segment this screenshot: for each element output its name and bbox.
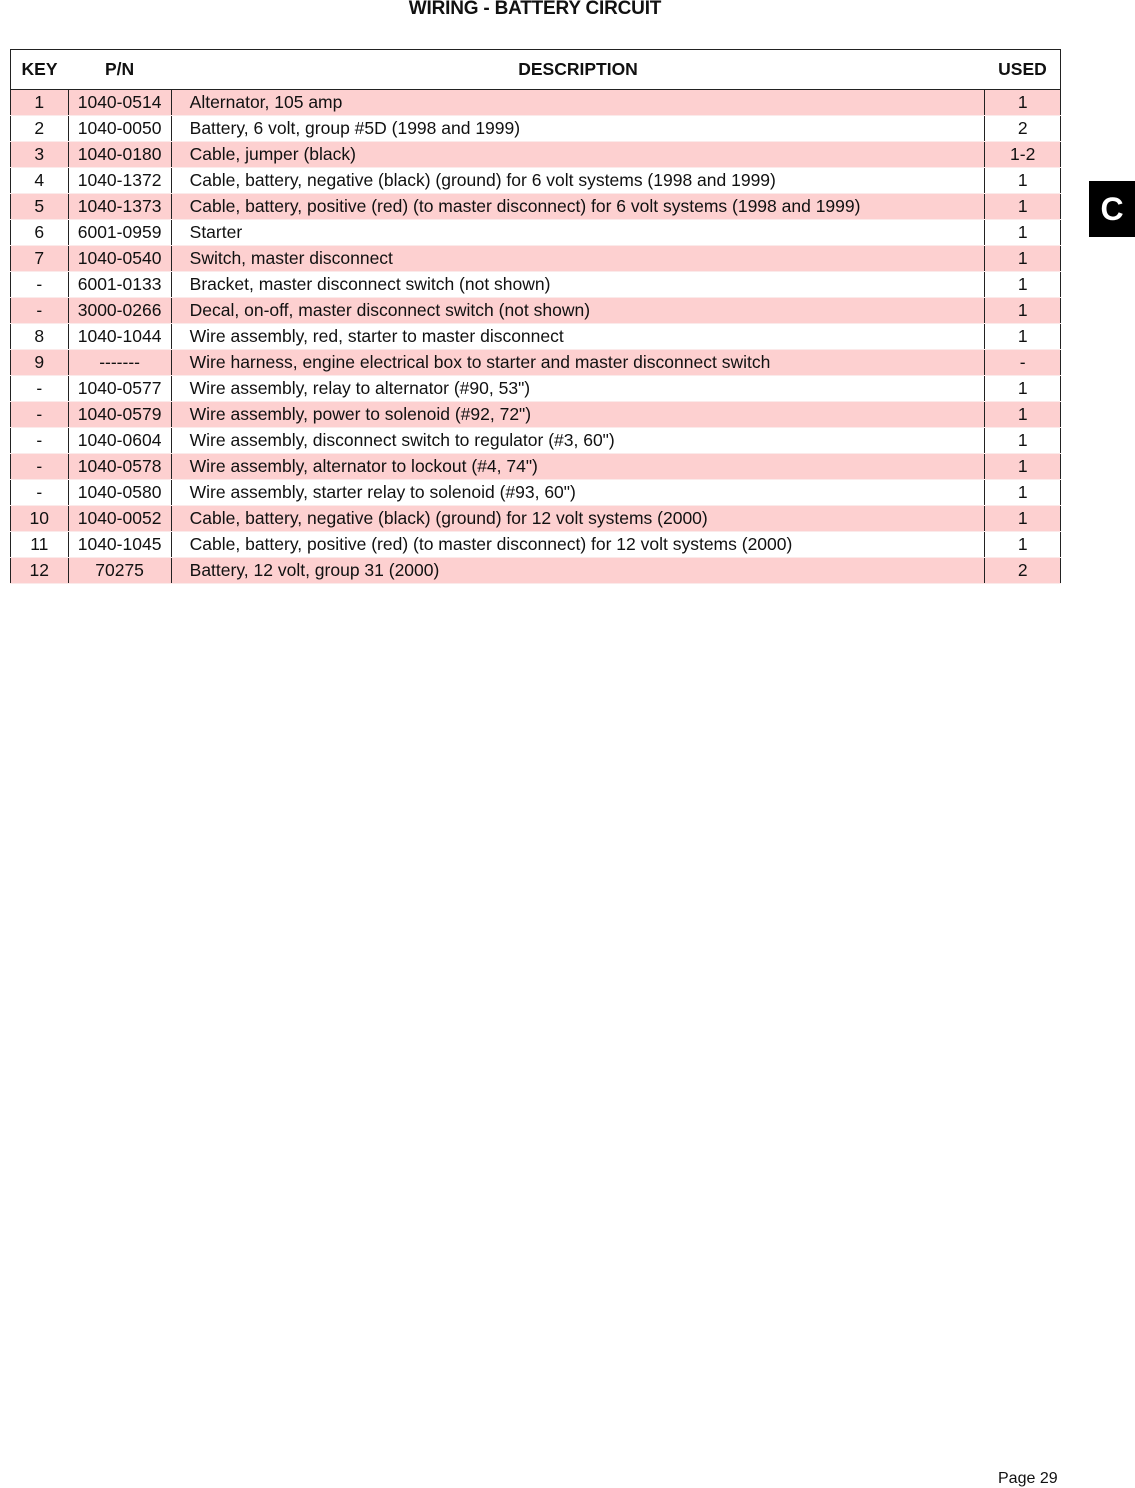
table-row (11, 116, 1061, 142)
cell-description: Wire assembly, red, starter to master disconnect (171, 324, 985, 350)
cell-used: 1 (985, 480, 1061, 506)
cell-used: 1 (985, 168, 1061, 194)
table-row (11, 298, 1061, 324)
cell-key: 12 (11, 558, 69, 584)
cell-pn: 3000-0266 (68, 298, 171, 324)
cell-description: Bracket, master disconnect switch (not shown) (171, 272, 985, 298)
page-number: Page 29 (998, 1470, 1058, 1487)
cell-description: Cable, jumper (black) (171, 142, 985, 168)
cell-description: Cable, battery, negative (black) (ground) for 12 volt systems (2000) (171, 506, 985, 532)
cell-key: 3 (11, 142, 69, 168)
cell-pn: ------- (68, 350, 171, 376)
cell-description: Wire assembly, starter relay to solenoid (#93, 60") (171, 480, 985, 506)
table-row (11, 272, 1061, 298)
cell-pn: 1040-1373 (68, 194, 171, 220)
cell-used: 2 (985, 116, 1061, 142)
cell-description: Decal, on-off, master disconnect switch (not shown) (171, 298, 985, 324)
cell-description: Cable, battery, positive (red) (to master disconnect) for 12 volt systems (2000) (171, 532, 985, 558)
cell-pn: 70275 (68, 558, 171, 584)
table-row (11, 90, 1061, 116)
cell-key: 6 (11, 220, 69, 246)
cell-used: - (985, 350, 1061, 376)
cell-used: 1 (985, 324, 1061, 350)
table-row (11, 246, 1061, 272)
cell-pn: 1040-1044 (68, 324, 171, 350)
cell-key: - (11, 480, 69, 506)
table-row (11, 350, 1061, 376)
cell-key: 4 (11, 168, 69, 194)
cell-pn: 1040-1045 (68, 532, 171, 558)
cell-key: - (11, 272, 69, 298)
cell-used: 1 (985, 376, 1061, 402)
header-description: DESCRIPTION (171, 50, 985, 90)
cell-description: Wire harness, engine electrical box to starter and master disconnect switch (171, 350, 985, 376)
cell-pn: 6001-0959 (68, 220, 171, 246)
table-row (11, 168, 1061, 194)
table-row (11, 428, 1061, 454)
cell-description: Battery, 12 volt, group 31 (2000) (171, 558, 985, 584)
cell-key: - (11, 376, 69, 402)
cell-description: Alternator, 105 amp (171, 90, 985, 116)
cell-pn: 1040-0514 (68, 90, 171, 116)
table-header-row (11, 50, 1061, 90)
cell-used: 1 (985, 220, 1061, 246)
cell-pn: 1040-1372 (68, 168, 171, 194)
cell-pn: 1040-0180 (68, 142, 171, 168)
cell-description: Wire assembly, disconnect switch to regulator (#3, 60") (171, 428, 985, 454)
header-pn: P/N (68, 50, 171, 90)
cell-pn: 1040-0050 (68, 116, 171, 142)
cell-pn: 1040-0540 (68, 246, 171, 272)
cell-key: - (11, 454, 69, 480)
cell-description: Switch, master disconnect (171, 246, 985, 272)
cell-description: Cable, battery, positive (red) (to master disconnect) for 6 volt systems (1998 and 1999) (171, 194, 985, 220)
table-row (11, 454, 1061, 480)
table-row (11, 532, 1061, 558)
table-row (11, 402, 1061, 428)
cell-pn: 1040-0052 (68, 506, 171, 532)
cell-key: - (11, 298, 69, 324)
cell-key: - (11, 428, 69, 454)
cell-description: Battery, 6 volt, group #5D (1998 and 1999) (171, 116, 985, 142)
cell-key: 5 (11, 194, 69, 220)
table-row (11, 324, 1061, 350)
table-row (11, 480, 1061, 506)
cell-key: 7 (11, 246, 69, 272)
table-row (11, 558, 1061, 584)
cell-pn: 1040-0579 (68, 402, 171, 428)
table-body (11, 90, 1061, 584)
cell-pn: 1040-0577 (68, 376, 171, 402)
cell-used: 1 (985, 402, 1061, 428)
parts-table (10, 49, 1061, 584)
table-row (11, 142, 1061, 168)
cell-pn: 1040-0580 (68, 480, 171, 506)
table-row (11, 220, 1061, 246)
header-key: KEY (11, 50, 69, 90)
cell-key: 10 (11, 506, 69, 532)
cell-description: Wire assembly, alternator to lockout (#4, 74") (171, 454, 985, 480)
table-row (11, 376, 1061, 402)
table-row (11, 506, 1061, 532)
cell-used: 1 (985, 90, 1061, 116)
header-used: USED (985, 50, 1061, 90)
cell-key: 11 (11, 532, 69, 558)
cell-description: Wire assembly, relay to alternator (#90, 53") (171, 376, 985, 402)
section-tab: C (1089, 181, 1135, 237)
cell-key: 1 (11, 90, 69, 116)
cell-description: Starter (171, 220, 985, 246)
page-title: WIRING - BATTERY CIRCUIT (408, 0, 662, 19)
cell-key: 8 (11, 324, 69, 350)
cell-description: Cable, battery, negative (black) (ground) for 6 volt systems (1998 and 1999) (171, 168, 985, 194)
cell-used: 1-2 (985, 142, 1061, 168)
cell-used: 1 (985, 246, 1061, 272)
cell-pn: 1040-0578 (68, 454, 171, 480)
cell-key: 2 (11, 116, 69, 142)
table-row (11, 194, 1061, 220)
cell-description: Wire assembly, power to solenoid (#92, 72") (171, 402, 985, 428)
cell-used: 1 (985, 428, 1061, 454)
cell-pn: 1040-0604 (68, 428, 171, 454)
cell-used: 1 (985, 532, 1061, 558)
cell-key: 9 (11, 350, 69, 376)
cell-used: 1 (985, 272, 1061, 298)
cell-key: - (11, 402, 69, 428)
cell-used: 1 (985, 298, 1061, 324)
cell-pn: 6001-0133 (68, 272, 171, 298)
cell-used: 1 (985, 454, 1061, 480)
cell-used: 1 (985, 506, 1061, 532)
cell-used: 1 (985, 194, 1061, 220)
cell-used: 2 (985, 558, 1061, 584)
